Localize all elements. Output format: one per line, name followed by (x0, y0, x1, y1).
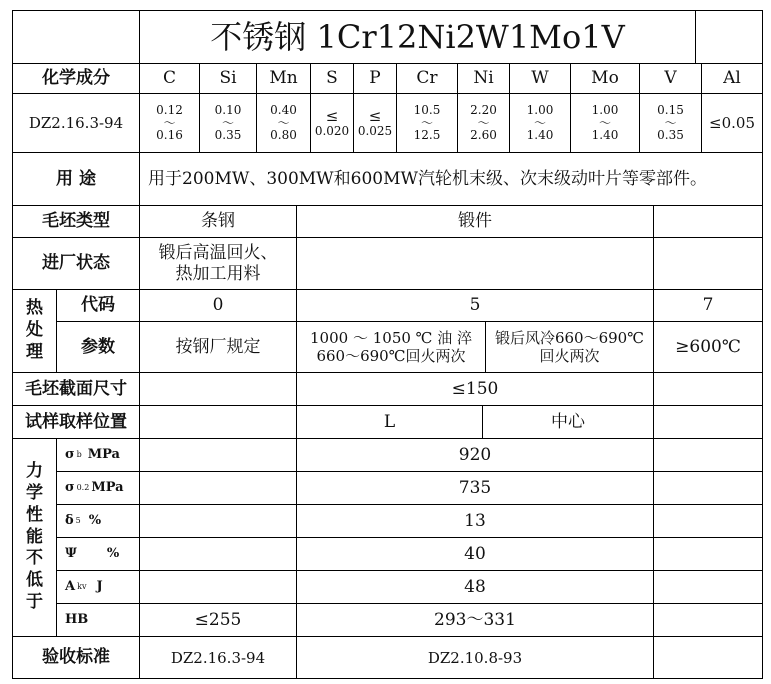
range-si: 0.10 ～ 0.35 (214, 103, 242, 143)
param-5a: 1000 ～ 1050 ℃ 油 淬 660～690℃回火两次 (310, 329, 472, 365)
prop-hardness: HB (65, 612, 89, 628)
sample-position-label: 试样取样位置 (25, 411, 127, 432)
range-v: 0.15 ～ 0.35 (657, 103, 684, 143)
code-0: 0 (212, 295, 224, 316)
param-label: 参数 (81, 336, 115, 357)
value-yield-strength: 735 (458, 477, 492, 498)
prop-tensile-strength: σ b MPa (65, 447, 120, 463)
element-w: W (531, 68, 549, 89)
element-al: Al (723, 68, 741, 89)
value-elongation: 13 (464, 510, 486, 531)
section-size-label: 毛坯截面尺寸 (25, 378, 127, 399)
value-hardness-forging: 293～331 (434, 609, 516, 630)
usage-text: 用于200MW、300MW和600MW汽轮机末级、次末级动叶片等零部件。 (148, 168, 707, 189)
code-label: 代码 (81, 295, 115, 316)
element-cr: Cr (416, 68, 438, 89)
blank-type-label: 毛坯类型 (42, 211, 110, 232)
usage-label: 用 途 (56, 168, 96, 189)
composition-label: 化学成分 (42, 68, 110, 89)
value-reduction-area: 40 (464, 543, 486, 564)
page-title: 不锈钢 1Cr12Ni2W1Mo1V (210, 17, 625, 56)
element-c: C (162, 68, 176, 89)
code-7: 7 (702, 295, 714, 316)
prop-yield-strength: σ 0.2 MPa (65, 480, 124, 496)
acceptance-label: 验收标准 (42, 647, 110, 668)
blank-type-forging: 锻件 (458, 211, 492, 232)
range-w: 1.00 ～ 1.40 (526, 103, 554, 143)
delivery-bar: 锻后高温回火、 热加工用料 (158, 243, 278, 284)
sample-position-center: 中心 (551, 411, 585, 432)
prop-elongation: δ 5 % (65, 513, 102, 529)
range-al: ≤0.05 (709, 114, 755, 132)
element-p: P (369, 68, 381, 89)
value-impact-energy: 48 (464, 576, 486, 597)
element-mo: Mo (591, 68, 619, 89)
range-p: ≤ 0.025 (357, 106, 393, 138)
range-c: 0.12 ～ 0.16 (156, 103, 183, 143)
element-mn: Mn (269, 68, 298, 89)
element-s: S (326, 68, 338, 89)
element-si: Si (219, 68, 237, 89)
prop-impact-energy: A kv J (65, 579, 103, 595)
delivery-label: 进厂状态 (42, 253, 110, 274)
element-ni: Ni (473, 68, 494, 89)
acceptance-forging: DZ2.10.8-93 (427, 648, 523, 667)
composition-standard: DZ2.16.3-94 (28, 114, 124, 132)
param-5b: 锻后风冷660～690℃ 回火两次 (494, 329, 645, 365)
range-mn: 0.40 ～ 0.80 (270, 103, 297, 143)
prop-reduction-area: Ψ % (65, 546, 120, 562)
range-mo: 1.00 ～ 1.40 (591, 103, 619, 143)
section-size-value: ≤150 (451, 378, 499, 399)
heat-treatment-label: 热 处 理 (26, 298, 43, 362)
param-7: ≥600℃ (675, 336, 741, 357)
blank-type-bar: 条钢 (201, 211, 235, 232)
param-0: 按钢厂规定 (175, 336, 261, 357)
value-tensile-strength: 920 (458, 444, 492, 465)
sample-position-l: L (383, 411, 396, 432)
range-ni: 2.20 ～ 2.60 (470, 103, 497, 143)
mechanical-label: 力 学 性 能 不 低 于 (26, 461, 43, 612)
element-v: V (664, 68, 677, 89)
value-hardness-bar: ≤255 (194, 609, 242, 630)
range-s: ≤ 0.020 (314, 106, 350, 138)
code-5: 5 (469, 295, 481, 316)
range-cr: 10.5 ～ 12.5 (413, 103, 441, 143)
acceptance-bar: DZ2.16.3-94 (170, 648, 266, 667)
